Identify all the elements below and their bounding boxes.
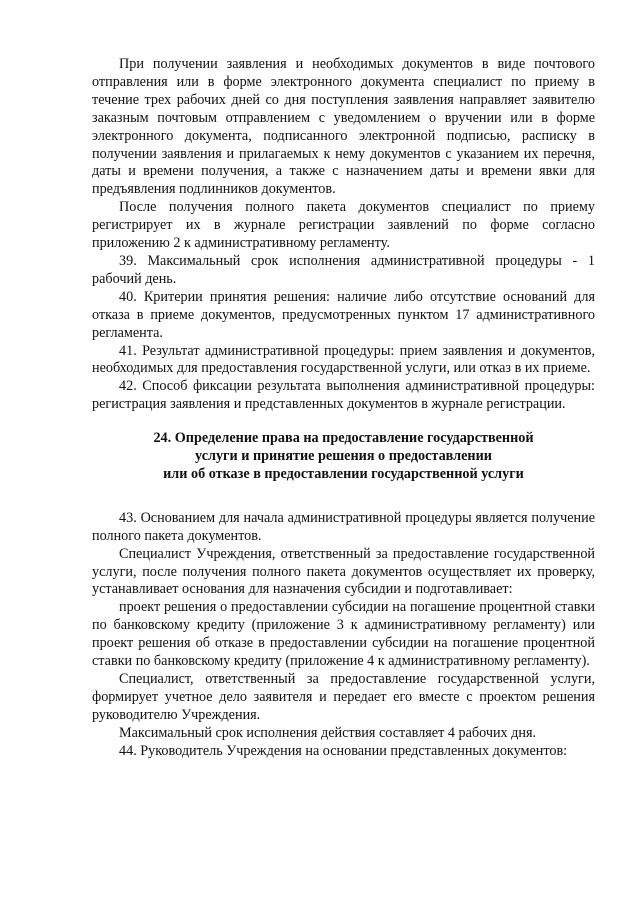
paragraph-40: 40. Критерии принятия решения: наличие либо отсутствие оснований для отказа в приеме документов, предусмотренных пунктом 17 административного регламента. — [92, 288, 595, 341]
section-heading-line-2: услуги и принятие решения о предоставлении — [195, 448, 492, 465]
section-heading-line-1: 24. Определение права на предоставление государственной — [153, 430, 534, 447]
paragraph-specialist-check: Специалист Учреждения, ответственный за предоставление государственной услуги, после получения полного пакета документов осуществляет их проверку, устанавливает основания для назначения субсидии и подготавливает: — [92, 545, 595, 598]
paragraph-registration: После получения полного пакета документов специалист по приему регистрирует их в журнале регистрации заявлений по форме согласно приложению 2 к административному регламенту. — [92, 199, 595, 252]
paragraph-41: 41. Результат административной процедуры: прием заявления и документов, необходимых для предоставления государственной услуги, или отказ в их приеме. — [92, 342, 595, 377]
section-spacer — [92, 484, 595, 510]
paragraph-max-term: Максимальный срок исполнения действия составляет 4 рабочих дня. — [119, 724, 537, 741]
paragraph-44: 44. Руководитель Учреждения на основании представленных документов: — [119, 742, 568, 759]
paragraph-39: 39. Максимальный срок исполнения административной процедуры - 1 рабочий день. — [92, 252, 595, 287]
paragraph-43: 43. Основанием для начала административной процедуры является получение полного пакета документов. — [92, 509, 595, 544]
section-heading-24 — [92, 430, 595, 484]
paragraph-mail-receipt: При получении заявления и необходимых документов в виде почтового отправления или в форме электронного документа специалист по приему в течение трех рабочих дней со дня поступления заявления направляет заявителю заказным почтовым отправлением с уведомлением о вручении или в форме электронного документа, подписанного электронной подписью, расписку в получении заявления и прилагаемых к нему документов с указанием их перечня, даты и времени получения, а также с назначением даты и времени явки для предъявления подлинников документов. — [92, 56, 595, 198]
paragraph-42: 42. Способ фиксации результата выполнения административной процедуры: регистрация заявления и представленных документов в журнале регистрации. — [92, 378, 595, 413]
paragraph-draft-decision: проект решения о предоставлении субсидии на погашение процентной ставки по банковскому кредиту (приложение 3 к административному регламенту) или проект решения об отказе в предоставлении субсидии на погашение процентной ставки по банковскому кредиту (приложение 4 к административному регламенту). — [92, 599, 595, 670]
paragraph-case-file: Специалист, ответственный за предоставление государственной услуги, формирует учетное дело заявителя и передает его вместе с проектом решения руководителю Учреждения. — [92, 671, 595, 723]
section-heading-line-3: или об отказе в предоставлении государственной услуги — [163, 465, 524, 482]
